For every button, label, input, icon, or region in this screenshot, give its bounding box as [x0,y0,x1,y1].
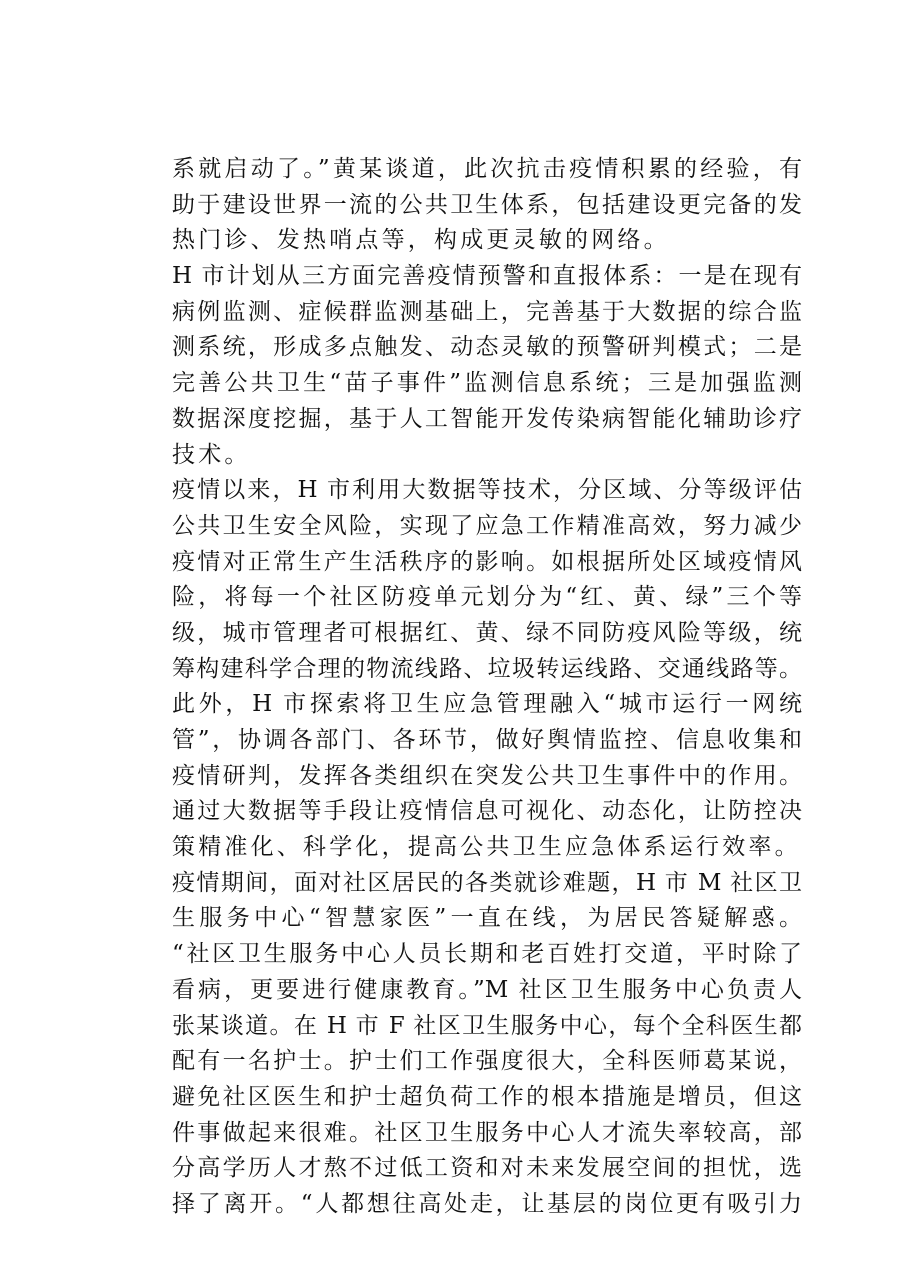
text-line: 疫情期间，面对社区居民的各类就诊难题，H 市 M 社区卫 [172,869,802,896]
text-line: 险，将每一个社区防疫单元划分为“红、黄、绿”三个等 [172,584,802,611]
text-line: “社区卫生服务中心人员长期和老百姓打交道，平时除了 [172,941,802,968]
text-line: 助于建设世界一流的公共卫生体系，包括建设更完备的发 [172,191,802,218]
text-line: 管”，协调各部门、各环节，做好舆情监控、信息收集和 [172,727,802,753]
text-line: 看病，更要进行健康教育。”M 社区卫生服务中心负责人 [172,976,802,1003]
text-line: 数据深度挖掘，基于人工智能开发传染病智能化辅助诊疗 [172,405,802,432]
text-line: 此外，H 市探索将卫生应急管理融入“城市运行一网统 [172,691,802,718]
text-line: 技术。 [172,441,251,468]
text-line: 生服务中心“智慧家医”一直在线，为居民答疑解惑。 [172,905,802,932]
text-line: H 市计划从三方面完善疫情预警和直报体系：一是在现有 [172,263,802,290]
text-line: 通过大数据等手段让疫情信息可视化、动态化，让防控决 [172,798,802,825]
text-line: 疫情研判，发挥各类组织在突发公共卫生事件中的作用。 [172,762,802,789]
text-line: 疫情以来，H 市利用大数据等技术，分区域、分等级评估 [172,477,802,504]
text-line: 筹构建科学合理的物流线路、垃圾转运线路、交通线路等。 [172,655,802,682]
text-line: 热门诊、发热哨点等，构成更灵敏的网络。 [172,227,670,254]
text-line: 张某谈道。在 H 市 F 社区卫生服务中心，每个全科医生都 [172,1012,802,1039]
text-line: 件事做起来很难。社区卫生服务中心人才流失率较高，部 [172,1119,802,1146]
text-line: 级，城市管理者可根据红、黄、绿不同防疫风险等级，统 [172,619,802,646]
text-line: 分高学历人才熬不过低工资和对未来发展空间的担忧，选 [172,1155,802,1182]
text-line: 病例监测、症候群监测基础上，完善基于大数据的综合监 [172,298,802,325]
text-line: 策精准化、科学化，提高公共卫生应急体系运行效率。 [172,834,801,861]
text-line: 疫情对正常生产生活秩序的影响。如根据所处区域疫情风 [172,548,802,575]
text-line: 系就启动了。”黄某谈道，此次抗击疫情积累的经验，有 [172,156,802,182]
text-line: 完善公共卫生“苗子事件”监测信息系统；三是加强监测 [172,370,802,397]
text-line: 避免社区医生和护士超负荷工作的根本措施是增员，但这 [172,1083,802,1110]
text-line: 择了离开。“人都想往高处走，让基层的岗位更有吸引力 [172,1190,802,1217]
body-text [172,152,802,1223]
text-line: 测系统，形成多点触发、动态灵敏的预警研判模式；二是 [172,334,802,361]
text-line: 公共卫生安全风险，实现了应急工作精准高效，努力减少 [172,512,802,539]
text-line: 配有一名护士。护士们工作强度很大，全科医师葛某说， [172,1048,802,1075]
